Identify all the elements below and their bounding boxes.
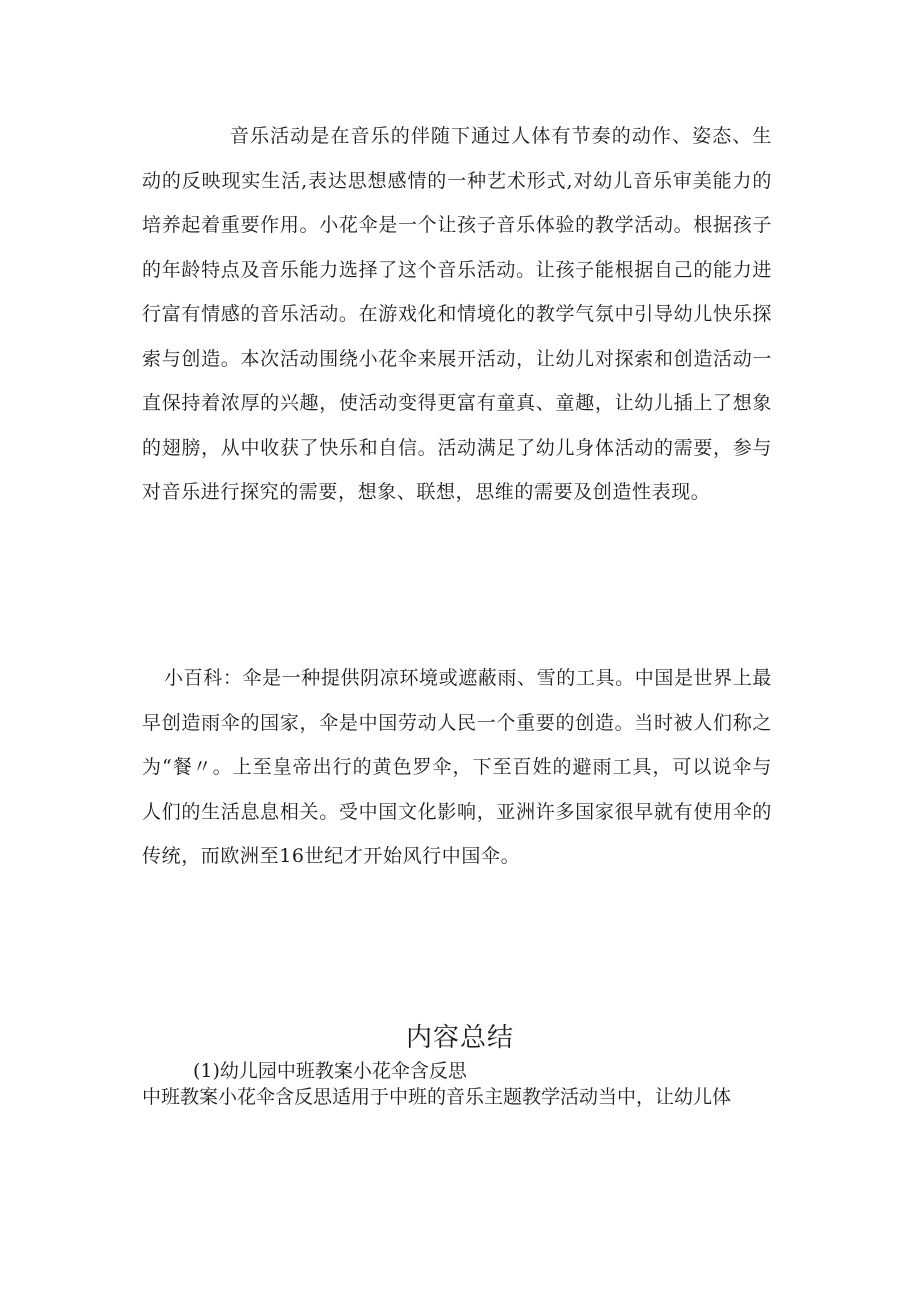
summary-title: 内容总结 xyxy=(405,1023,514,1053)
summary-item: (1)幼儿园中班教案小花伞含反思 xyxy=(193,1060,467,1082)
body-paragraph-music-activity: 音乐活动是在音乐的伴随下通过人体有节奏的动作、姿态、生动的反映现实生活,表达思想感情的一种艺术形式,对幼儿音乐审美能力的培养起着重要作用。小花伞是一个让孩子音乐体验的教学活动。根据孩子的年龄特点及音乐能力选择了这个音乐活动。让孩子能根据自己的能力进行富有情感的音乐活动。在游戏化和情境化的教学气氛中引导幼儿快乐探索与创造。本次活动围绕小花伞来展开活动，让幼儿对探索和创造活动一直保持着浓厚的兴趣，使活动变得更富有童真、童趣，让幼儿插上了想象的翅膀，从中收获了快乐和自信。活动满足了幼儿身体活动的需要，参与对音乐进行探究的需要，想象、联想，思维的需要及创造性表现。 xyxy=(142,125,772,503)
body-paragraph-encyclopedia: 小百科：伞是一种提供阴凉环境或遮蔽雨、雪的工具。中国是世界上最早创造雨伞的国家，伞是中国劳动人民一个重要的创造。当时被人们称之为“餐〃。上至皇帝出行的黄色罗伞，下至百姓的避雨工具，可以说伞与人们的生活息息相关。受中国文化影响，亚洲许多国家很早就有使用伞的传统，而欧洲至16世纪才开始风行中国伞。 xyxy=(142,667,772,867)
summary-text: 中班教案小花伞含反思适用于中班的音乐主题教学活动当中，让幼儿体 xyxy=(142,1086,732,1108)
